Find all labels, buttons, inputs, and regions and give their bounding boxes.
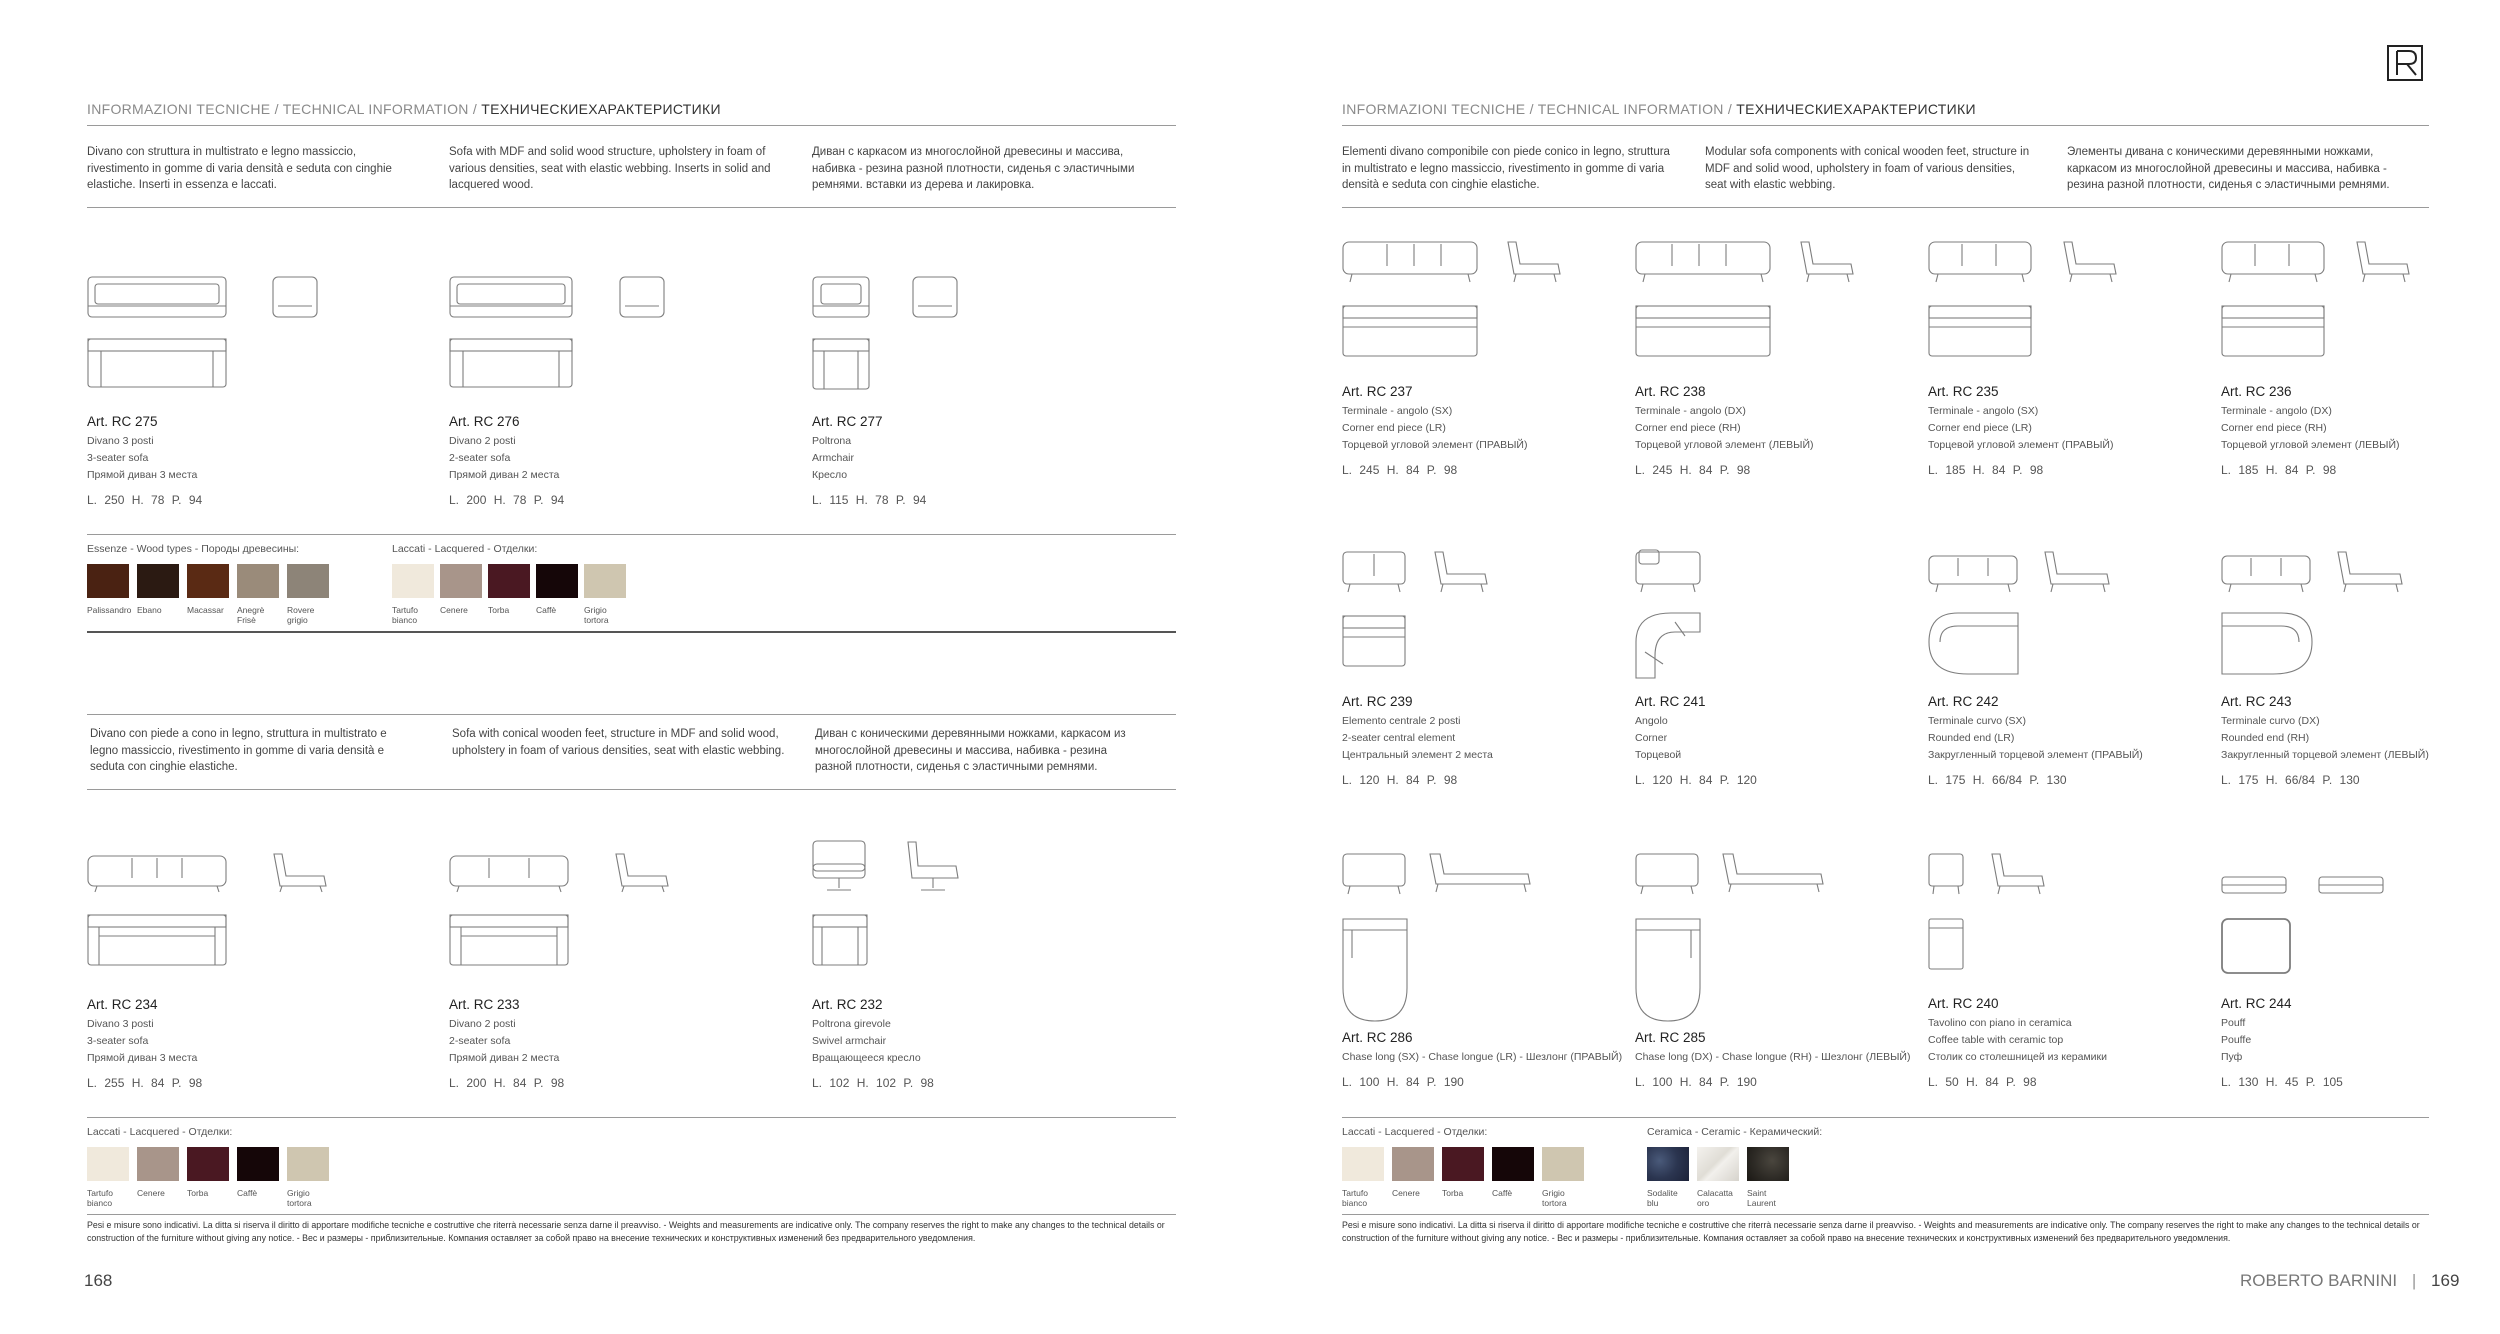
corner-top-drawing (1635, 612, 1701, 680)
swatch-tartufo-bianco[interactable] (1342, 1147, 1384, 1181)
desc-en: Modular sofa components with conical wooden feet, structure in MDF and solid wood, upholstery in foam of various densities, seat with elastic webbing. (1705, 146, 2030, 191)
divider (1342, 1117, 2429, 1118)
divider (1342, 207, 2429, 208)
swatch-label: Ebano (137, 605, 162, 615)
chaise-front-drawing (1635, 850, 1699, 898)
product-name-ru: Вращающееся кресло (812, 1052, 921, 1064)
article-number: Art. RC 285 (1635, 1030, 1706, 1045)
product-name-en: Corner (1635, 732, 1668, 744)
dimensions: L. 185 H. 84 P. 98 (1928, 463, 2044, 477)
product-name-ru: Пуф (2221, 1051, 2243, 1063)
section-divider (87, 631, 1176, 633)
article-number: Art. RC 233 (449, 997, 520, 1012)
armchair-top-drawing (812, 914, 868, 966)
sofa-front-drawing (449, 276, 573, 318)
article-number: Art. RC 237 (1342, 384, 1413, 399)
swatch-label: Cenere (440, 605, 468, 615)
desc-ru: Элементы дивана с коническими деревянными ножками, каркасом из многослойной древесины и массива, набивка - резина разной плотности, сиденья с эластичными ремнями. (2067, 146, 2390, 191)
product-name-it: Tavolino con piano in ceramica (1928, 1017, 2072, 1029)
dimensions: L. 115 H. 78 P. 94 (812, 493, 927, 507)
article-number: Art. RC 242 (1928, 694, 1999, 709)
separator: | (2411, 1271, 2417, 1290)
product-rc241 (1635, 694, 1757, 787)
sofa-top-drawing (87, 914, 227, 966)
swatch-label: Palissandro (87, 605, 132, 615)
corner-front-drawing (1635, 548, 1701, 596)
swatch-torba[interactable] (488, 564, 530, 598)
product-rc277 (812, 414, 926, 507)
swatch-torba[interactable] (1442, 1147, 1484, 1181)
corner-end-front-drawing (1342, 238, 1478, 286)
header-it: INFORMAZIONI TECNICHE / TECHNICAL INFORMATION / (1342, 101, 1733, 117)
article-number: Art. RC 277 (812, 414, 883, 429)
swatch-label: Torba (1442, 1188, 1464, 1198)
table-side-drawing (1990, 850, 2046, 898)
swatch-torba[interactable] (187, 1147, 229, 1181)
wood-types-title: Essenze - Wood types - Породы древесины: (87, 543, 300, 555)
article-number: Art. RC 241 (1635, 694, 1706, 709)
dimensions: L. 50 H. 84 P. 98 (1928, 1075, 2037, 1089)
swatch-label: Caffè (1492, 1188, 1513, 1198)
swatch-cenere[interactable] (440, 564, 482, 598)
page-number: 168 (84, 1271, 113, 1290)
product-name-ru: Прямой диван 3 места (87, 1052, 198, 1064)
product-name-en: Corner end piece (RH) (2221, 422, 2327, 434)
central-element-front-drawing (1342, 548, 1406, 596)
product-name-en: Armchair (812, 452, 855, 464)
product-name-en: Corner end piece (RH) (1635, 422, 1741, 434)
lacquered-title: Laccati - Lacquered - Отделки: (1342, 1126, 1488, 1138)
product-name: Chase long (DX) - Chase longue (RH) - Шезлонг (ЛЕВЫЙ) (1635, 1051, 1911, 1063)
armchair-front-drawing (812, 276, 870, 318)
sofa-side-drawing (614, 850, 670, 892)
article-number: Art. RC 240 (1928, 996, 1999, 1011)
product-rc244 (2221, 996, 2343, 1089)
product-name-en: Corner end piece (LR) (1342, 422, 1446, 434)
lacquered-title: Laccati - Lacquered - Отделки: (392, 543, 538, 555)
armchair-side-drawing (906, 840, 960, 894)
swatch-sodalite-blu[interactable] (1647, 1147, 1689, 1181)
swatch-cenere[interactable] (1392, 1147, 1434, 1181)
rounded-end-side-drawing (2043, 548, 2113, 596)
rounded-end-front-drawing (1928, 548, 2018, 596)
product-name-en: Corner end piece (LR) (1928, 422, 2032, 434)
article-number: Art. RC 244 (2221, 996, 2292, 1011)
product-name-it: Poltrona girevole (812, 1018, 891, 1030)
dimensions: L. 100 H. 84 P. 190 (1342, 1075, 1464, 1089)
product-rc243 (2221, 694, 2429, 787)
corner-end-top-drawing (2221, 305, 2325, 357)
article-number: Art. RC 275 (87, 414, 158, 429)
swatch-label: Sodalite blu (1647, 1188, 1678, 1208)
divider (87, 534, 1176, 535)
product-name-ru: Столик со столешницей из керамики (1928, 1051, 2108, 1063)
ceramic-title: Ceramica - Ceramic - Керамический: (1647, 1126, 1823, 1138)
product-name-en: Rounded end (LR) (1928, 732, 2015, 744)
article-number: Art. RC 243 (2221, 694, 2292, 709)
swatch-label: Tartufo bianco (1342, 1188, 1368, 1208)
swatch-label: Grigio tortora (584, 605, 609, 625)
central-element-side-drawing (1433, 548, 1489, 596)
swatch-label: Saint Laurent (1747, 1188, 1776, 1208)
swatch-tartufo-bianco[interactable] (392, 564, 434, 598)
corner-end-front-drawing (2221, 238, 2325, 286)
product-rc233 (449, 997, 564, 1090)
article-number: Art. RC 238 (1635, 384, 1706, 399)
brand-name: ROBERTO BARNINI (2240, 1271, 2398, 1290)
central-element-top-drawing (1342, 615, 1406, 667)
product-name-it: Poltrona (812, 435, 852, 447)
product-name-en: 3-seater sofa (87, 1035, 149, 1047)
dimensions: L. 120 H. 84 P. 98 (1342, 773, 1458, 787)
article-number: Art. RC 234 (87, 997, 158, 1012)
corner-end-top-drawing (1928, 305, 2032, 357)
swatch-grigio-tortora[interactable] (584, 564, 626, 598)
dimensions: L. 102 H. 102 P. 98 (812, 1076, 934, 1090)
product-rc236 (2221, 384, 2400, 477)
dimensions: L. 245 H. 84 P. 98 (1635, 463, 1751, 477)
corner-end-side-drawing (2355, 238, 2411, 286)
dimensions: L. 255 H. 84 P. 98 (87, 1076, 203, 1090)
swatch-label: Tartufo bianco (392, 605, 418, 625)
swatch-label: Tartufo bianco (87, 1188, 113, 1208)
divider (87, 125, 1176, 126)
chaise-top-drawing (1342, 918, 1408, 1022)
product-rc235 (1928, 384, 2113, 477)
swatch-anegre-frise[interactable] (237, 564, 279, 598)
swatch-label: Torba (187, 1188, 209, 1198)
page-header (87, 101, 721, 117)
rounded-end-front-drawing (2221, 548, 2311, 596)
product-name-en: Swivel armchair (812, 1035, 887, 1047)
product-name-ru: Закругленный торцевой элемент (ПРАВЫЙ) (1928, 749, 2143, 761)
rounded-end-top-drawing (2221, 612, 2313, 676)
product-rc232 (812, 997, 934, 1090)
sofa-top-drawing (87, 338, 227, 388)
product-name-ru: Прямой диван 2 места (449, 469, 560, 481)
product-name-ru: Центральный элемент 2 места (1342, 749, 1493, 761)
swatch-grigio-tortora[interactable] (1542, 1147, 1584, 1181)
swatch-cenere[interactable] (137, 1147, 179, 1181)
swatch-label: Torba (488, 605, 510, 615)
product-name-it: Pouff (2221, 1017, 2246, 1029)
corner-end-front-drawing (1635, 238, 1771, 286)
dimensions: L. 185 H. 84 P. 98 (2221, 463, 2337, 477)
product-rc275 (87, 414, 202, 507)
armchair-front-drawing (812, 840, 866, 894)
product-rc239 (1342, 694, 1493, 787)
pouf-top-drawing (2221, 918, 2291, 974)
pouf-front-drawing (2221, 876, 2287, 894)
armchair-top-drawing (812, 338, 870, 390)
swatch-label: Calacatta oro (1697, 1188, 1733, 1208)
chaise-side-drawing (1721, 850, 1825, 898)
product-name-en: 2-seater sofa (449, 452, 511, 464)
product-name-it: Divano 3 posti (87, 1018, 154, 1030)
product-name-en: 2-seater central element (1342, 732, 1456, 744)
desc-ru: Диван с каркасом из многослойной древесины и массива, набивка - резина разной плотности, сиденья с эластичными ремнями. вставки из дерева и лакировка. (812, 146, 1135, 191)
divider (1342, 125, 2429, 126)
swatch-calacatta-oro[interactable] (1697, 1147, 1739, 1181)
article-number: Art. RC 232 (812, 997, 883, 1012)
article-number: Art. RC 286 (1342, 1030, 1413, 1045)
footer-note: Pesi e misure sono indicativi. La ditta si riserva il diritto di apportare modifiche tecniche e costruttive che riterrà necessarie senza darne il preavviso. - Weights and measurements are indicative only. The company reserves the right to make any changes to the technical details or construction of the furniture without giving any notice. - Вес и размеры - приблизительные. Компания оставляет за собой право на внесение технических и конструктивных изменений без предварительного уведомления. (1342, 1220, 2420, 1243)
header-ru: ТЕХНИЧЕСКИЕХАРАКТЕРИСТИКИ (481, 101, 721, 117)
dimensions: L. 120 H. 84 P. 120 (1635, 773, 1757, 787)
rounded-end-top-drawing (1928, 612, 2020, 676)
swatch-label: Caffè (536, 605, 557, 615)
swatch-ebano[interactable] (137, 564, 179, 598)
product-name-ru: Кресло (812, 469, 848, 481)
product-name-ru: Торцевой угловой элемент (ПРАВЫЙ) (1342, 439, 1528, 451)
swatch-label: Grigio tortora (287, 1188, 312, 1208)
product-name-ru: Торцевой угловой элемент (ЛЕВЫЙ) (1635, 439, 1814, 451)
sofa-top-drawing (449, 338, 573, 388)
dimensions: L. 175 H. 66/84 P. 130 (2221, 773, 2360, 787)
product-name-it: Divano 2 posti (449, 1018, 516, 1030)
dimensions: L. 175 H. 66/84 P. 130 (1928, 773, 2067, 787)
swatch-saint-laurent[interactable] (1747, 1147, 1789, 1181)
product-name-en: Pouffe (2221, 1034, 2252, 1046)
product-rc276 (449, 414, 564, 507)
swatch-caffe[interactable] (536, 564, 578, 598)
desc-it: Divano con piede a cono in legno, struttura in multistrato e legno massiccio, rivestimento in gomme di varia densità e seduta con cinghie elastiche. (90, 728, 387, 773)
corner-end-side-drawing (2062, 238, 2118, 286)
divider (87, 789, 1176, 790)
product-rc238 (1635, 384, 1814, 477)
product-name-ru: Торцевой (1635, 749, 1682, 761)
desc-en: Sofa with MDF and solid wood structure, upholstery in foam of various densities, seat with elastic webbing. Inserts in solid and lacquered wood. (449, 146, 771, 191)
sofa-front-drawing (87, 850, 227, 892)
lacquered-title: Laccati - Lacquered - Отделки: (87, 1126, 233, 1138)
dimensions: L. 245 H. 84 P. 98 (1342, 463, 1458, 477)
product-name-it: Terminale - angolo (SX) (1342, 405, 1453, 417)
sofa-front-drawing (449, 850, 569, 892)
product-name-it: Elemento centrale 2 posti (1342, 715, 1461, 727)
sofa-side-drawing (272, 850, 328, 892)
dimensions: L. 130 H. 45 P. 105 (2221, 1075, 2343, 1089)
swatch-rovere-grigio[interactable] (287, 564, 329, 598)
divider (87, 207, 1176, 208)
product-rc240 (1928, 996, 2107, 1089)
dimensions: L. 200 H. 78 P. 94 (449, 493, 565, 507)
product-rc286 (1342, 1030, 1622, 1089)
swatch-caffe[interactable] (1492, 1147, 1534, 1181)
dimensions: L. 250 H. 78 P. 94 (87, 493, 203, 507)
dimensions: L. 100 H. 84 P. 190 (1635, 1075, 1757, 1089)
dimensions: L. 200 H. 84 P. 98 (449, 1076, 565, 1090)
product-name-ru: Прямой диван 3 места (87, 469, 198, 481)
product-rc285 (1635, 1030, 1910, 1089)
corner-end-side-drawing (1506, 238, 1562, 286)
swatch-label: Cenere (1392, 1188, 1420, 1198)
rounded-end-side-drawing (2336, 548, 2406, 596)
swatch-label: Cenere (137, 1188, 165, 1198)
article-number: Art. RC 235 (1928, 384, 1999, 399)
chaise-top-drawing (1635, 918, 1701, 1022)
corner-end-top-drawing (1635, 305, 1771, 357)
divider (87, 714, 1176, 715)
product-name-ru: Торцевой угловой элемент (ПРАВЫЙ) (1928, 439, 2114, 451)
divider (87, 1117, 1176, 1118)
product-name-en: Coffee table with ceramic top (1928, 1034, 2064, 1046)
table-top-drawing (1928, 918, 1964, 970)
product-name-it: Angolo (1635, 715, 1668, 727)
product-name-en: 3-seater sofa (87, 452, 149, 464)
swatch-palissandro[interactable] (87, 564, 129, 598)
footer-note: Pesi e misure sono indicativi. La ditta si riserva il diritto di apportare modifiche tecniche e costruttive che riterrà necessarie senza darne il preavviso. - Weights and measurements are indicative only. The company reserves the right to make any changes to the technical details or construction of the furniture without giving any notice. - Вес и размеры - приблизительные. Компания оставляет за собой право на внесение технических и конструктивных изменений без предварительного уведомления. (87, 1220, 1165, 1243)
product-name-ru: Закругленный торцевой элемент (ЛЕВЫЙ) (2221, 749, 2429, 761)
product-name-it: Terminale - angolo (SX) (1928, 405, 2039, 417)
sofa-top-drawing (449, 914, 569, 966)
desc-ru: Диван с коническими деревянными ножками, каркасом из многослойной древесины и массива, набивка - резина разной плотности, сиденья с эластичными ремнями. (815, 728, 1126, 773)
armchair-side-drawing (912, 276, 958, 318)
product-name: Chase long (SX) - Chase longue (LR) - Шезлонг (ПРАВЫЙ) (1342, 1051, 1623, 1063)
sofa-front-drawing (87, 276, 227, 318)
desc-it: Elementi divano componibile con piede conico in legno, struttura in multistrato e legno massiccio, rivestimento in gomme di varia densità e seduta con cinghie elastiche. (1342, 146, 1670, 191)
divider (87, 1214, 1176, 1215)
desc-it: Divano con struttura in multistrato e legno massiccio, rivestimento in gomme di varia densità e seduta con cinghie elastiche. Inserti in essenza e laccati. (87, 146, 392, 191)
corner-end-side-drawing (1799, 238, 1855, 286)
swatch-macassar[interactable] (187, 564, 229, 598)
sofa-side-drawing (272, 276, 318, 318)
corner-end-top-drawing (1342, 305, 1478, 357)
swatch-label: Grigio tortora (1542, 1188, 1567, 1208)
brand-logo-icon (2387, 45, 2423, 81)
pouf-side-drawing (2318, 876, 2384, 894)
page-header (1342, 101, 1976, 117)
chaise-side-drawing (1428, 850, 1532, 898)
swatch-label: Caffè (237, 1188, 258, 1198)
swatch-label: Anegrè Frisè (237, 605, 265, 625)
product-name-en: 2-seater sofa (449, 1035, 511, 1047)
product-name-ru: Торцевой угловой элемент (ЛЕВЫЙ) (2221, 439, 2400, 451)
product-name-it: Terminale - angolo (DX) (2221, 405, 2332, 417)
header-ru: ТЕХНИЧЕСКИЕХАРАКТЕРИСТИКИ (1736, 101, 1976, 117)
chaise-front-drawing (1342, 850, 1406, 898)
product-name-it: Terminale curvo (DX) (2221, 715, 2320, 727)
product-rc234 (87, 997, 202, 1090)
footer-brand (2240, 1271, 2459, 1291)
product-name-it: Terminale curvo (SX) (1928, 715, 2027, 727)
product-rc242 (1928, 694, 2143, 787)
swatch-label: Rovere grigio (287, 605, 315, 625)
divider (1342, 1214, 2429, 1215)
product-name-ru: Прямой диван 2 места (449, 1052, 560, 1064)
header-it: INFORMAZIONI TECNICHE / TECHNICAL INFORMATION / (87, 101, 478, 117)
swatch-caffe[interactable] (237, 1147, 279, 1181)
product-name-it: Divano 3 posti (87, 435, 154, 447)
article-number: Art. RC 276 (449, 414, 520, 429)
swatch-tartufo-bianco[interactable] (87, 1147, 129, 1181)
product-name-en: Rounded end (RH) (2221, 732, 2310, 744)
page-number: 169 (2431, 1271, 2460, 1290)
table-front-drawing (1928, 850, 1964, 898)
corner-end-front-drawing (1928, 238, 2032, 286)
swatch-label: Macassar (187, 605, 224, 615)
article-number: Art. RC 239 (1342, 694, 1413, 709)
product-name-it: Terminale - angolo (DX) (1635, 405, 1746, 417)
product-name-it: Divano 2 posti (449, 435, 516, 447)
swatch-grigio-tortora[interactable] (287, 1147, 329, 1181)
article-number: Art. RC 236 (2221, 384, 2292, 399)
desc-en: Sofa with conical wooden feet, structure in MDF and solid wood, upholstery in foam of various densities, seat with elastic webbing. (452, 728, 785, 757)
sofa-side-drawing (619, 276, 665, 318)
product-rc237 (1342, 384, 1527, 477)
